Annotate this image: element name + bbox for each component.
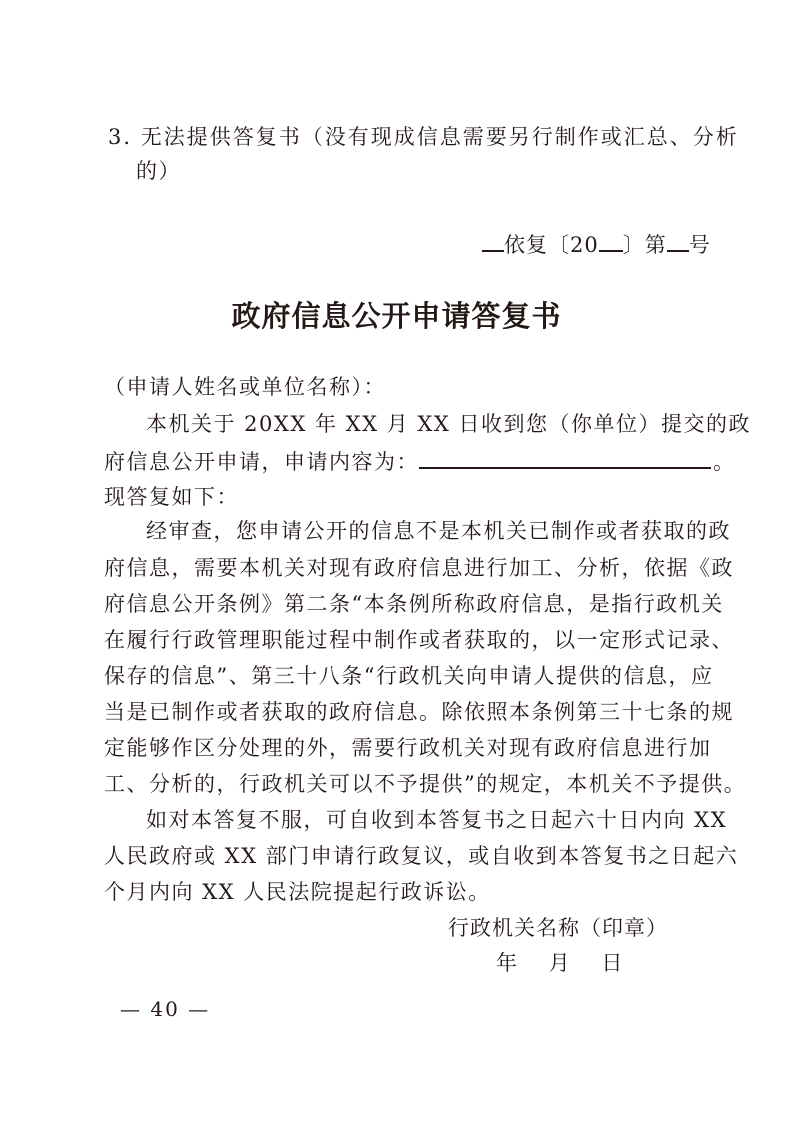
paragraph2-line7: 定能够作区分处理的外，需要行政机关对现有政府信息进行加 (104, 736, 712, 760)
page-title: 政府信息公开申请答复书 (231, 299, 562, 333)
doc-number-part1: 依复〔20 (504, 233, 599, 257)
page-number: — 40 — (120, 997, 211, 1021)
request-content-label: 府信息公开申请，申请内容为： (104, 450, 419, 474)
paragraph2-line8: 工、分析的，行政机关可以不予提供”的规定，本机关不予提供。 (104, 772, 747, 796)
doc-number-blank (482, 230, 504, 252)
paragraph2-line5: 保存的信息”、第三十八条“行政机关向申请人提供的信息，应 (104, 664, 714, 688)
paragraph2-line3: 府信息公开条例》第二条“本条例所称政府信息，是指行政机关 (104, 592, 724, 616)
addressee: （申请人姓名或单位名称）： (104, 375, 386, 399)
doc-number-year-blank (599, 230, 623, 252)
paragraph3-line2: 人民政府或 XX 部门申请行政复议，或自收到本答复书之日起六 (104, 844, 739, 868)
paragraph1-line1: 本机关于 20XX 年 XX 月 XX 日收到您（你单位）提交的政 (146, 412, 751, 436)
doc-number-serial-blank (667, 230, 689, 252)
paragraph2-line4: 在履行行政管理职能过程中制作或者获取的，以一定形式记录、 (104, 628, 734, 652)
paragraph1-line3: 现答复如下： (104, 485, 239, 509)
request-content-end: 。 (713, 450, 736, 474)
paragraph3-line3: 个月内向 XX 人民法院提起行政诉讼。 (104, 880, 491, 904)
section-heading-line1: 3. 无法提供答复书（没有现成信息需要另行制作或汇总、分析 (108, 125, 739, 149)
doc-number-part3: 号 (688, 233, 711, 257)
signature-date: 年 月 日 (496, 951, 624, 975)
paragraph3-line1: 如对本答复不服，可自收到本答复书之日起六十日内向 XX (146, 808, 728, 832)
signature-agency: 行政机关名称（印章） (448, 916, 668, 940)
paragraph1-line2 (104, 447, 736, 477)
doc-number-part2: 〕第 (622, 233, 667, 257)
paragraph2-line6: 当是已制作或者获取的政府信息。除依照本条例第三十七条的规 (104, 700, 734, 724)
paragraph2-line2: 府信息，需要本机关对现有政府信息进行加工、分析，依据《政 (104, 556, 734, 580)
doc-number (482, 230, 711, 260)
paragraph2-line1: 经审查，您申请公开的信息不是本机关已制作或者获取的政 (146, 519, 731, 543)
section-heading-line2: 的） (136, 159, 181, 183)
request-content-field (419, 447, 711, 469)
